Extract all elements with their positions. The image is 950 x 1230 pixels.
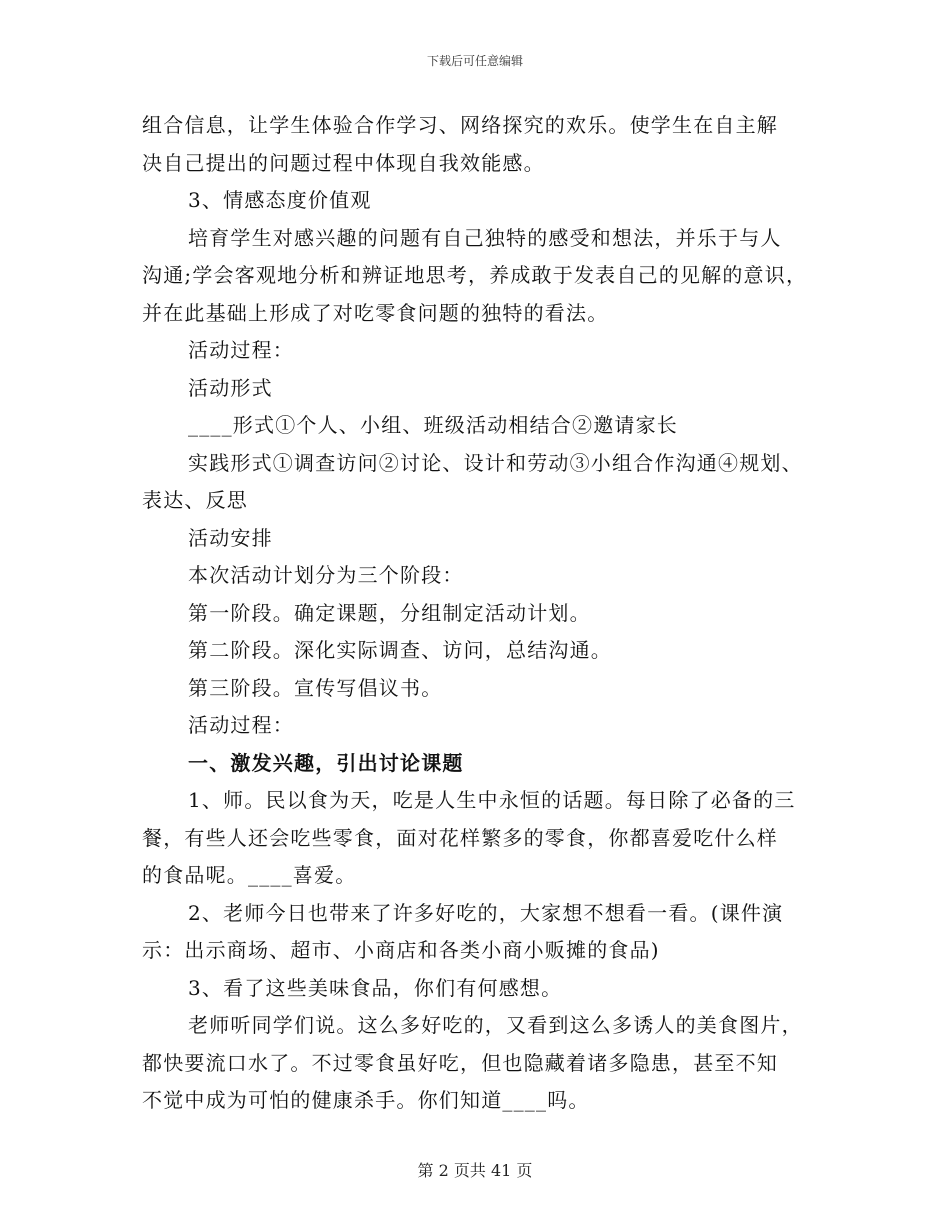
bold-section-heading: 一、激发兴趣，引出讨论课题 [188, 750, 464, 775]
paragraph-line: 表达、反思 [142, 488, 248, 512]
paragraph-line: 培育学生对感兴趣的问题有自己独特的感受和想法，并乐于与人 [188, 225, 782, 250]
section-heading: 活动形式 [188, 375, 273, 400]
paragraph-line: 沟通;学会客观地分析和辨证地思考，养成敢于发表自己的见解的意识， [142, 263, 808, 287]
paragraph-line: 不觉中成为可怕的健康杀手。你们知道____吗。 [142, 1088, 590, 1112]
document-body [142, 107, 822, 1120]
paragraph-line: 示：出示商场、超市、小商店和各类小商小贩摊的食品) [142, 938, 660, 962]
section-heading: 活动过程： [188, 713, 294, 737]
page-footer: 第 2 页共 41 页 [417, 1161, 533, 1180]
page-header: 下载后可任意编辑 [426, 54, 523, 68]
paragraph-line: 2、老师今日也带来了许多好吃的，大家想不想看一看。(课件演 [188, 900, 784, 925]
section-heading: 活动过程： [188, 338, 294, 362]
list-item: 第二阶段。深化实际调查、访问，总结沟通。 [188, 638, 612, 662]
paragraph-line: 本次活动计划分为三个阶段： [188, 563, 464, 587]
paragraph-line: 的食品呢。____喜爱。 [142, 863, 357, 887]
paragraph-line: 1、师。民以食为天，吃是人生中永恒的话题。每日除了必备的三 [188, 788, 796, 812]
paragraph-line: 餐，有些人还会吃些零食，面对花样繁多的零食，你都喜爱吃什么样 [142, 825, 778, 850]
paragraph-line: 并在此基础上形成了对吃零食问题的独特的看法。 [142, 300, 609, 325]
paragraph-line: 组合信息，让学生体验合作学习、网络探究的欢乐。使学生在自主解 [142, 113, 778, 137]
paragraph-line: 3、看了这些美味食品，你们有何感想。 [188, 975, 563, 1000]
paragraph-line: 实践形式①调查访问②讨论、设计和劳动③小组合作沟通④规划、 [188, 450, 803, 475]
paragraph-line: 决自己提出的问题过程中体现自我效能感。 [142, 150, 545, 175]
section-heading: 活动安排 [188, 525, 273, 550]
paragraph-line: 都快要流口水了。不过零食虽好吃，但也隐藏着诸多隐患，甚至不知 [142, 1050, 778, 1075]
list-item: 第三阶段。宣传写倡议书。 [188, 675, 443, 700]
paragraph-line: ____形式①个人、小组、班级活动相结合②邀请家长 [188, 413, 678, 437]
section-heading: 3、情感态度价值观 [188, 188, 372, 212]
paragraph-line: 老师听同学们说。这么多好吃的，又看到这么多诱人的美食图片， [188, 1013, 803, 1037]
list-item: 第一阶段。确定课题，分组制定活动计划。 [188, 600, 591, 625]
